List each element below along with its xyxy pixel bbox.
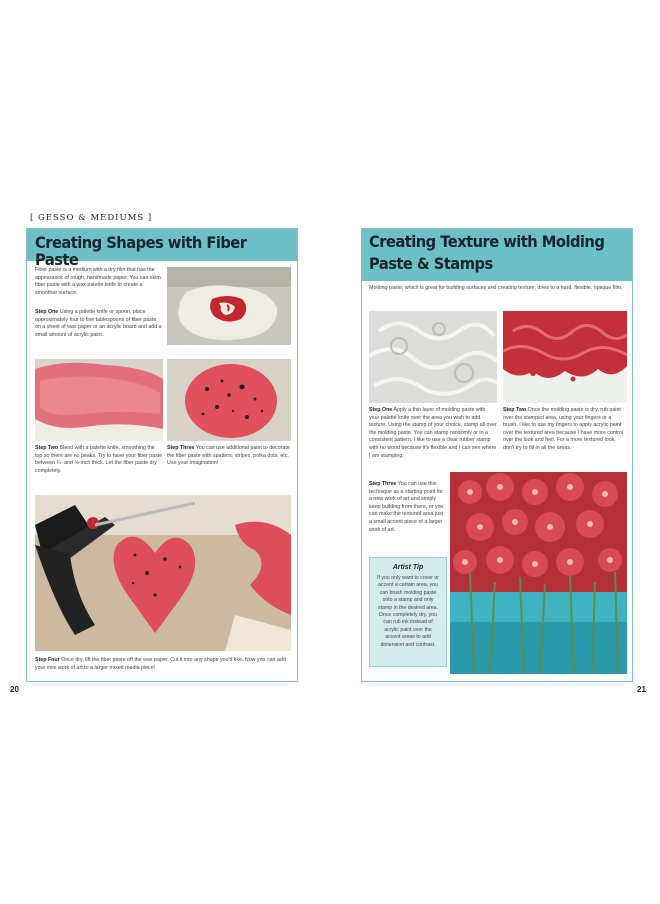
photo-cut-heart bbox=[35, 495, 291, 651]
right-step-two-text: Once the molding paste is dry, rub paint over the stamped area, using your fingers or a brush. I like to use my fingers to apply acrylic paint over the textured area because I have more control over the look and feel. For a more textured look, don't try to fill in all the areas. bbox=[503, 407, 624, 451]
step-four-label: Step Four bbox=[35, 657, 60, 663]
right-page-title-line1: Creating Texture with Molding bbox=[369, 232, 605, 251]
photo-finished-artwork bbox=[450, 472, 627, 674]
left-step-two bbox=[35, 445, 163, 475]
right-step-one-text: Apply a thin layer of molding paste with your palette knife over the area you wish to add texture. Using the stamp of your choice, stamp all over the molding paste. You can stamp randomly or in a consistent pattern. I like to use a clear rubber stamp with no wood because it's flexible and I can see where I am stamping. bbox=[369, 407, 497, 459]
artist-tip-title: Artist Tip bbox=[392, 564, 424, 571]
step-four-text: Once dry, lift the fiber paste off the wax paper. Cut it into any shape you'd like. Now you can add your mini work of art to a larger mixed media piece! bbox=[35, 657, 286, 671]
section-label: [ GESSO & MEDIUMS ] bbox=[30, 213, 153, 223]
artist-tip-text: If you only want to cover or accent a certain area, you can brush molding paste onto a stamp and only stamp in the desired area. Once completely dry, you can rub ink instead of acrylic paint over the accent areas to add dimension and contrast. bbox=[377, 575, 439, 648]
step-two-text: Blend with a palette knife, smoothing the top so there are no peaks. Try to have your fiber paste between ¼- and ⅛-inch thick. Let the fiber paste dry completely. bbox=[35, 445, 163, 474]
left-intro: Fiber paste is a medium with a dry film that has the appearance of rough, handmade paper. You can skim fiber paste with a wax palette knife to create a smoother surface. bbox=[35, 267, 161, 296]
right-step-one bbox=[369, 407, 497, 460]
right-step-one-label: Step One bbox=[369, 407, 393, 413]
photo-stamped-molding-paste bbox=[369, 311, 497, 403]
right-step-three-label: Step Three bbox=[369, 481, 397, 487]
left-step-four bbox=[35, 657, 291, 672]
artist-tip-box bbox=[369, 557, 447, 667]
step-two-label: Step Two bbox=[35, 445, 59, 451]
photo-blended-paste bbox=[35, 359, 163, 441]
step-one-label: Step One bbox=[35, 309, 59, 315]
step-three-text: You can use additional paint to decorate the fiber paste with spatters, stripes, polka dots, etc. Use your imagination! bbox=[167, 445, 290, 467]
right-intro: Molding paste, which is great for building surfaces and creating texture, dries to a hard, flexible, opaque film. bbox=[369, 285, 623, 291]
photo-fiber-paste-mix bbox=[167, 267, 291, 345]
left-page bbox=[26, 228, 298, 682]
photo-painted-texture bbox=[503, 311, 627, 403]
right-step-three-text: You can use this technique as a starting point for a new work of art and simply keep building from there, or you can make the textured area just a small accent piece of a larger work of art. bbox=[369, 481, 444, 533]
right-step-three bbox=[369, 481, 445, 534]
step-three-label: Step Three bbox=[167, 445, 195, 451]
photo-decorated-paste bbox=[167, 359, 291, 441]
right-step-two-label: Step Two bbox=[503, 407, 527, 413]
right-page bbox=[361, 228, 633, 682]
left-page-number: 20 bbox=[10, 685, 19, 694]
right-step-two bbox=[503, 407, 627, 453]
left-page-title: Creating Shapes with Fiber Paste bbox=[35, 233, 247, 269]
left-step-one bbox=[35, 309, 163, 339]
right-page-title-line2: Paste & Stamps bbox=[369, 254, 493, 273]
left-step-three bbox=[167, 445, 291, 468]
right-page-number: 21 bbox=[637, 685, 646, 694]
step-one-text: Using a palette knife or spoon, place approximately four to five tablespoons of fiber paste on a sheet of wax paper or an acrylic board and add a small amount of acrylic paint. bbox=[35, 309, 162, 338]
